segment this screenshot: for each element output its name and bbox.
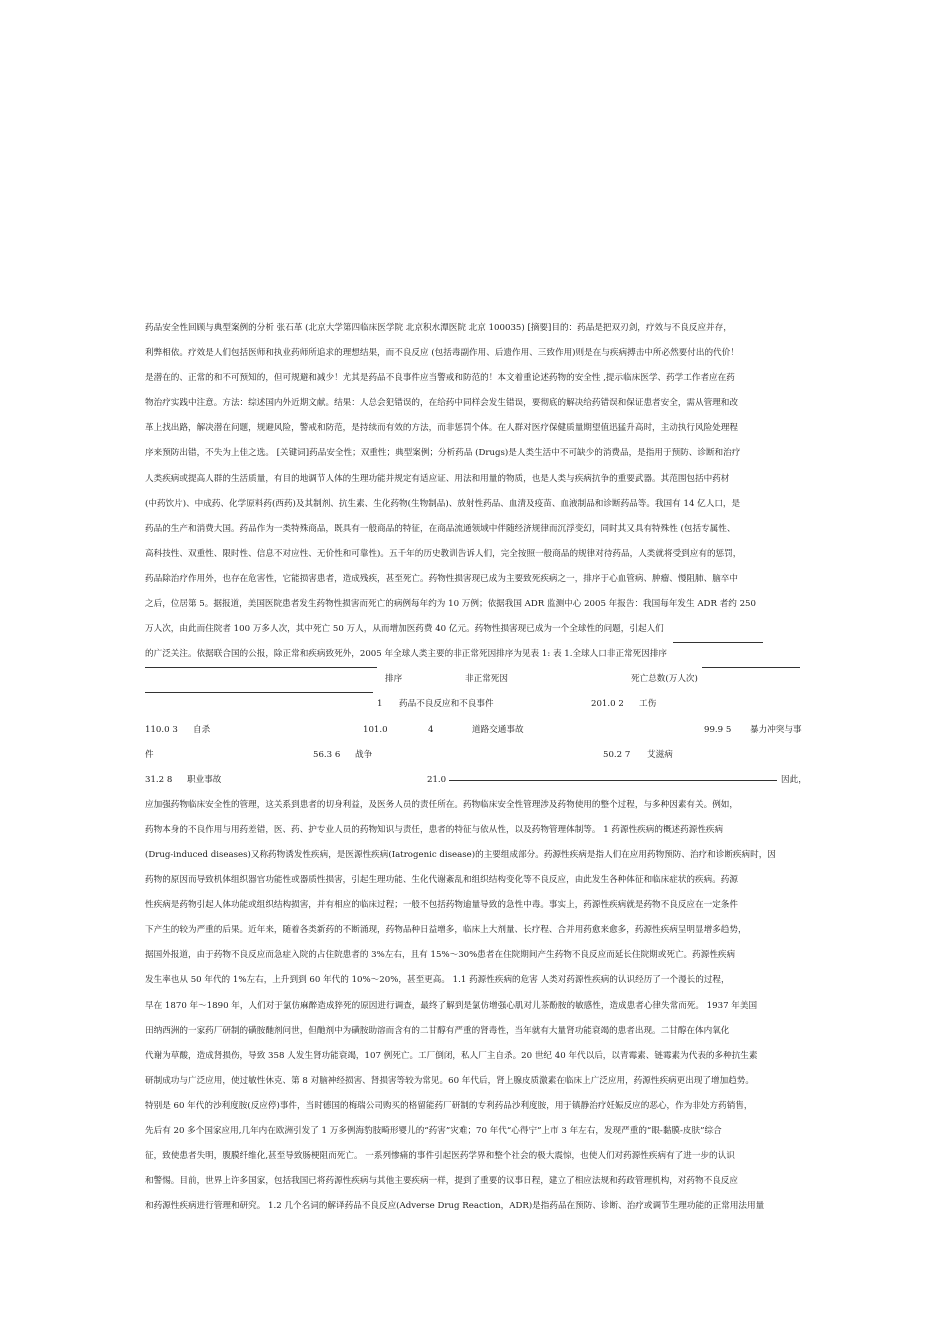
table-rule — [145, 667, 377, 668]
table-header-rank: 排序 — [385, 674, 403, 685]
text-line: (Drug-induced diseases)又称药物诱发性疾病，是医源性疾病(Iatrogenic disease)的主要组成部分。药源性疾病是指人们在应用药物预防、治疗和诊断疾病时，因 — [145, 849, 776, 860]
table-cell: 31.2 8 — [145, 774, 173, 785]
table-cell: 暴力冲突与事 — [750, 724, 802, 735]
text-line: 之后，位居第 5。据报道，美国医院患者发生药物性损害而死亡的病例每年约为 10 万例；依据我国 ADR 监测中心 2005 年报告：我国每年发生 ADR 者约 250 — [145, 599, 756, 610]
table-cell: 工伤 — [639, 699, 657, 710]
text-line: 是潜在的、正常的和不可预知的，但可规避和减少！尤其是药品不良事件应当警戒和防范的！本文着重论述药物的安全性 ,提示临床医学、药学工作者应在药 — [145, 373, 735, 384]
text-line: 物治疗实践中注意。方法：综述国内外近期文献。结果：人总会犯错误的，在给药中同样会发生错误，要彻底的解决给药错误和保证患者安全，需从管理和改 — [145, 398, 738, 409]
text-line: 序来预防出错，不失为上佳之选。 [关键词]药品安全性；双重性；典型案例；分析药品 (Drugs)是人类生活中不可缺少的消费品，是指用于预防、诊断和治疗 — [145, 448, 741, 459]
text-line: 高科技性、双重性、限时性、信息不对应性、无价性和可靠性)。五千年的历史教训告诉人们，完全按照一般商品的规律对待药品，人类就将受到应有的惩罚， — [145, 548, 742, 559]
table-rule — [145, 692, 373, 693]
table-row — [145, 768, 813, 793]
text-line: 代谢为草酸，造成肾损伤，导致 358 人发生肾功能衰竭，107 例死亡。工厂倒闭，私人厂主自杀。20 世纪 40 年代以后，以青霉素、链霉素为代表的多种抗生素 — [145, 1050, 758, 1061]
table-cell: 药品不良反应和不良事件 — [399, 699, 494, 710]
table-cell: 职业事故 — [187, 774, 222, 785]
text-line: 早在 1870 年～1890 年，人们对于氯仿麻醉造成猝死的原因进行调查，最终了解到是氯仿增强心肌对儿茶酚胺的敏感性，造成患者心律失常而死。 1937 年美国 — [145, 1000, 758, 1011]
table-cell: 艾滋病 — [647, 749, 673, 760]
table-cell: 道路交通事故 — [472, 724, 524, 735]
table-cell: 110.0 3 — [145, 724, 178, 735]
text-line: 性疾病是药物引起人体功能或组织结构损害，并有相应的临床过程；一般不包括药物逾量导致的急性中毒。事实上，药源性疾病就是药物不良反应在一定条件 — [145, 900, 738, 911]
table-rule — [702, 667, 800, 668]
document-body — [145, 316, 813, 1219]
table-cell: 因此， — [781, 774, 807, 785]
text-line: 药物本身的不良作用与用药差错，医、药、护专业人员的药物知识与责任，患者的特征与依从性，以及药物管理体制等。 1 药源性疾病的概述药源性疾病 — [145, 824, 724, 835]
table-row — [145, 692, 813, 717]
table-header-cause: 非正常死因 — [465, 674, 508, 685]
text-line: 药品安全性回顾与典型案例的分析 张石革 (北京大学第四临床医学院 北京积水潭医院 北京 100035) [摘要]目的：药品是把双刃剑，疗效与不良反应并存， — [145, 323, 732, 333]
text-line: 利弊相依。疗效是人们包括医师和执业药师所追求的理想结果，而不良反应 (包括毒副作用、后遗作用、三致作用)则是在与疾病搏击中所必然要付出的代价！ — [145, 348, 739, 359]
table-header-deaths: 死亡总数(万人次) — [631, 674, 698, 685]
table-cell: 件 — [145, 749, 154, 760]
table-cell: 201.0 2 — [591, 699, 624, 710]
table-rule — [673, 642, 763, 643]
text-line: 和药源性疾病进行管理和研究。 1.2 几个名词的解译药品不良反应(Adverse Drug Reaction，ADR)是指药品在预防、诊断、治疗或调节生理功能的正常用法用量 — [145, 1201, 765, 1212]
table-cell: 自杀 — [193, 724, 211, 735]
text-line: 人类疾病或提高人群的生活质量，有目的地调节人体的生理功能并规定有适应证、用法和用量的物质，也是人类与疾病抗争的重要武器。其范围包括中药材 — [145, 473, 730, 484]
table-caption-line — [145, 642, 813, 667]
table-cell: 4 — [428, 724, 434, 735]
table-rule — [449, 780, 777, 781]
text-line: 应加强药物临床安全性的管理，这关系到患者的切身利益，及医务人员的责任所在。药物临床安全性管理涉及药物使用的整个过程，与多种因素有关。例如， — [145, 799, 738, 810]
table-caption: 的广泛关注。依据联合国的公报，除正常和疾病致死外，2005 年全球人类主要的非正常死因排序为见表 1: 表 1.全球人口非正常死因排序 — [145, 649, 668, 660]
text-line: 据国外报道，由于药物不良反应而急症入院的占住院患者的 3%左右，且有 15%～30%患者在住院期间产生药物不良反应而延长住院期或死亡。药源性疾病 — [145, 950, 736, 961]
table-header-row — [145, 667, 813, 692]
text-line: 先后有 20 多个国家应用,几年内在欧洲引发了 1 万多例海豹肢畸形婴儿的“药害”灾难；70 年代“心得宁”上市 3 年左右，发现严重的“眼-黏膜-皮肤”综合 — [145, 1126, 722, 1136]
text-line: 下产生的较为严重的后果。近年来，随着各类新药的不断涌现，药物品种日益增多，临床上大剂量、长疗程、合并用药愈来愈多，药源性疾病呈明显增多趋势， — [145, 925, 747, 936]
table-cell: 1 — [377, 699, 383, 710]
text-line: 药品除治疗作用外，也存在危害性，它能损害患者，造成残疾，甚至死亡。药物性损害现已成为主要致死疾病之一，排序于心血管病、肿瘤、慢阻肺、脑卒中 — [145, 573, 738, 584]
table-row — [145, 718, 813, 743]
text-line: 万人次，由此而住院者 100 万多人次，其中死亡 50 万人，从而增加医药费 40 亿元。药物性损害现已成为一个全球性的问题，引起人们 — [145, 624, 664, 635]
table-cell: 战争 — [355, 749, 373, 760]
table-cell: 101.0 — [363, 724, 388, 735]
text-line: 田纳西洲的一家药厂研制的磺胺酏剂问世，但酏剂中为磺胺助溶而含有的二甘醇有严重的肾毒性，当年就有大量肾功能衰竭的患者出现。二甘醇在体内氧化 — [145, 1025, 730, 1036]
text-line: 革上找出路，解决潜在问题，规避风险，警戒和防范，是持续而有效的方法，而非惩罚个体。在人群对医疗保健质量期望值迅猛升高时，主动执行风险处理程 — [145, 423, 738, 434]
text-line: 药物的原因而导致机体组织器官功能性或器质性损害，引起生理功能、生化代谢紊乱和组织结构变化等不良反应，由此发生各种体征和临床症状的疾病。药源 — [145, 875, 738, 886]
text-line: 特别是 60 年代的沙利度胺(反应停)事件，当时德国的梅瑞公司购买的格留能药厂研制的专利药品沙利度胺，用于镇静治疗妊娠反应的恶心，作为非处方药销售， — [145, 1100, 753, 1111]
text-line: 征，致使患者失明，腹膜纤维化,甚至导致肠梗阻而死亡。 一系列惨痛的事件引起医药学界和整个社会的极大震惊，也使人们对药源性疾病有了进一步的认识 — [145, 1151, 735, 1162]
text-line: 和警惕。目前，世界上许多国家，包括我国已将药源性疾病与其他主要疾病一样，提到了重要的议事日程，建立了相应法规和药政管理机构，对药物不良反应 — [145, 1176, 738, 1187]
table-cell: 56.3 6 — [313, 749, 341, 760]
text-line: 发生率也从 50 年代的 1%左右，上升到到 60 年代的 10%～20%，甚至更高。 1.1 药源性疾病的危害 人类对药源性疾病的认识经历了一个漫长的过程， — [145, 975, 730, 986]
text-line: (中药饮片)、中成药、化学原料药(西药)及其制剂、抗生素、生化药物(生物制品)、放射性药品、血清及疫苗、血液制品和诊断药品等。我国有 14 亿人口，是 — [145, 498, 741, 509]
table-row — [145, 743, 813, 768]
text-line: 研制成功与广泛应用，使过敏性休克、第 8 对脑神经损害、肾损害等较为常见。60 年代后，肾上腺皮质激素在临床上广泛应用，药源性疾病更出现了增加趋势。 — [145, 1075, 754, 1086]
table-cell: 50.2 7 — [603, 749, 631, 760]
text-line: 药品的生产和消费大国。药品作为一类特殊商品，既具有一般商品的特征，在商品流通领域中伴随经济规律而沉浮变幻，同时其又具有特殊性 (包括专属性、 — [145, 523, 736, 534]
table-cell: 21.0 — [427, 774, 447, 785]
table-cell: 99.9 5 — [704, 724, 732, 735]
